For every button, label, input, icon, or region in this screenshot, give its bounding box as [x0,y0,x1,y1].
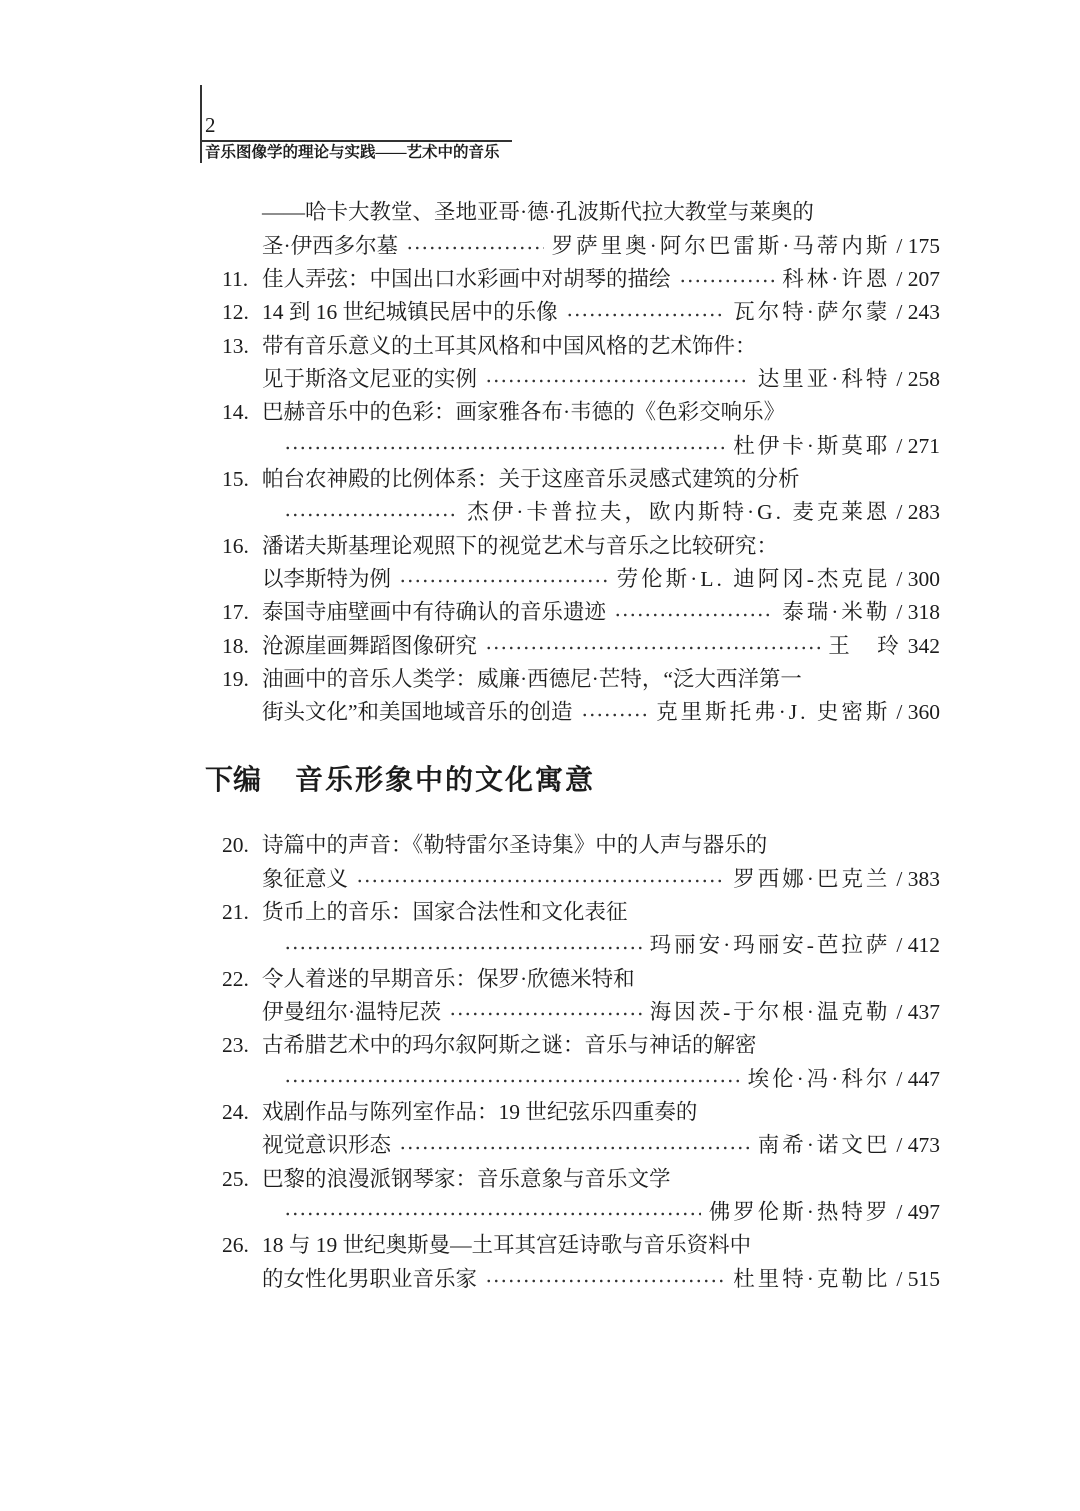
dot-leader [485,630,820,663]
entry-author: 埃伦·冯·科尔 [747,1066,891,1091]
toc-line [222,563,940,596]
toc-line [222,996,940,1029]
entry-title: 以李斯特为例 [262,567,392,592]
dot-leader [581,697,649,730]
entry-number: 13. [222,333,249,358]
entry-title: 佳人弄弦：中国出口水彩画中对胡琴的描绘 [262,266,671,291]
toc-line [222,696,940,729]
toc-lower [222,829,940,1296]
dot-leader [284,930,642,963]
entry-number: 22. [222,966,249,991]
entry-page: / 300 [896,567,940,592]
toc-line [222,530,940,563]
page-number: 2 [205,113,216,137]
entry-author: 王 玲 [828,633,902,658]
entry-title: 街头文化”和美国地域音乐的创造 [262,700,573,725]
dot-leader [284,497,459,530]
toc-line [222,863,940,896]
toc-line [222,1263,940,1296]
toc-line [222,296,940,329]
section-title: 音乐形象中的文化寓意 [295,765,596,796]
entry-title: 诗篇中的声音：《勒特雷尔圣诗集》中的人声与器乐的 [262,833,768,858]
section-heading [205,764,595,798]
entry-author: 罗萨里奥·阿尔巴雷斯·马蒂内斯 [551,233,891,258]
dot-leader [614,597,774,630]
entry-title: 带有音乐意义的土耳其风格和中国风格的艺术饰件： [262,333,757,358]
entry-number: 20. [222,833,249,858]
dot-leader [399,1130,750,1163]
toc-line [222,1163,940,1196]
entry-page: / 412 [896,933,940,958]
entry-title: 见于斯洛文尼亚的实例 [262,367,478,392]
dot-leader [449,996,641,1029]
dot-leader [406,230,543,263]
entry-title: 象征意义 [262,866,349,891]
toc-line [222,963,940,996]
entry-author: 杜伊卡·斯莫耶 [733,433,891,458]
toc-line [222,363,940,396]
entry-title: 巴赫音乐中的色彩：画家雅各布·韦德的《色彩交响乐》 [262,400,786,425]
entry-title: 古希腊艺术中的玛尔叙阿斯之谜：音乐与神话的解密 [262,1033,757,1058]
dot-leader [284,430,725,463]
toc-line [222,1196,940,1229]
entry-number: 19. [222,667,249,692]
entry-author: 杰伊·卡普拉夫，欧内斯特·G. 麦克莱恩 [467,500,891,525]
dot-leader [284,1063,740,1096]
entry-page: / 175 [896,233,940,258]
toc-line [222,1063,940,1096]
entry-title: 巴黎的浪漫派钢琴家：音乐意象与音乐文学 [262,1166,671,1191]
entry-title: 沧源崖画舞蹈图像研究 [262,633,478,658]
dot-leader [399,563,609,596]
dot-leader [356,863,725,896]
entry-title: 潘诺夫斯基理论观照下的视觉艺术与音乐之比较研究： [262,533,779,558]
toc-line [222,196,940,229]
toc-line [222,230,940,263]
entry-title: 视觉意识形态 [262,1133,392,1158]
entry-title: 伊曼纽尔·温特尼茨 [262,1000,442,1025]
toc-line [222,630,940,663]
entry-author: 泰瑞·米勒 [782,600,891,625]
toc-line [222,1029,940,1062]
dot-leader [485,363,750,396]
entry-author: 达里亚·科特 [757,367,891,392]
entry-title: 油画中的音乐人类学：威廉·西德尼·芒特，“泛大西洋第一 [262,667,802,692]
entry-page: / 437 [896,1000,940,1025]
entry-author: 杜里特·克勒比 [733,1266,891,1291]
entry-page: / 447 [896,1066,940,1091]
entry-title: 泰国寺庙壁画中有待确认的音乐遗迹 [262,600,607,625]
entry-author: 瓦尔特·萨尔蒙 [733,300,891,325]
toc-line [222,896,940,929]
toc-line [222,1129,940,1162]
entry-page: / 258 [896,367,940,392]
entry-page: / 283 [896,500,940,525]
entry-title: 帕台农神殿的比例体系：关于这座音乐灵感式建筑的分析 [262,467,800,492]
toc-line [222,263,940,296]
dot-leader [284,1196,701,1229]
entry-page: / 271 [896,433,940,458]
entry-page: / 207 [896,266,940,291]
entry-author: 劳伦斯·L. 迪阿冈-杰克昆 [616,567,891,592]
toc-line [222,1096,940,1129]
entry-author: 罗西娜·巴克兰 [733,866,891,891]
toc-line [222,463,940,496]
entry-title: 18 与 19 世纪奥斯曼—土耳其宫廷诗歌与音乐资料中 [262,1233,752,1258]
entry-page: 342 [907,633,940,658]
entry-title: ——哈卡大教堂、圣地亚哥·德·孔波斯代拉大教堂与莱奥的 [262,200,814,225]
entry-number: 25. [222,1166,249,1191]
dot-leader [679,263,775,296]
entry-author: 海因茨-于尔根·温克勒 [649,1000,891,1025]
entry-title: 货币上的音乐：国家合法性和文化表征 [262,899,628,924]
entry-author: 科林·许恩 [782,266,891,291]
entry-title: 的女性化男职业音乐家 [262,1266,478,1291]
toc-line [222,1229,940,1262]
toc-line [222,929,940,962]
header-horizontal-rule [200,140,512,142]
entry-number: 18. [222,633,249,658]
toc-line [222,396,940,429]
dot-leader [566,297,726,330]
entry-page: / 360 [896,700,940,725]
entry-page: / 383 [896,866,940,891]
entry-number: 15. [222,467,249,492]
entry-author: 南希·诺文巴 [757,1133,891,1158]
entry-number: 11. [222,266,249,291]
entry-title: 令人着迷的早期音乐：保罗·欣德米特和 [262,966,635,991]
entry-author: 佛罗伦斯·热特罗 [708,1200,891,1225]
entry-title: 戏剧作品与陈列室作品：19 世纪弦乐四重奏的 [262,1100,698,1125]
entry-author: 克里斯托弗·J. 史密斯 [656,700,891,725]
toc-line [222,829,940,862]
entry-page: / 318 [896,600,940,625]
toc-upper [222,196,940,730]
toc-line [222,330,940,363]
entry-number: 21. [222,899,249,924]
entry-number: 23. [222,1033,249,1058]
toc-line [222,663,940,696]
entry-number: 26. [222,1233,249,1258]
toc-line [222,596,940,629]
entry-number: 12. [222,300,249,325]
entry-title: 圣·伊西多尔墓 [262,233,399,258]
entry-number: 14. [222,400,249,425]
toc-line [222,496,940,529]
entry-author: 玛丽安·玛丽安-芭拉萨 [649,933,891,958]
entry-page: / 497 [896,1200,940,1225]
toc-line [222,430,940,463]
entry-page: / 473 [896,1133,940,1158]
entry-number: 16. [222,533,249,558]
section-part-label: 下编 [205,765,262,796]
dot-leader [485,1263,725,1296]
running-title: 音乐图像学的理论与实践——艺术中的音乐 [205,144,500,161]
entry-page: / 243 [896,300,940,325]
header-vertical-rule [200,85,202,163]
entry-page: / 515 [896,1266,940,1291]
entry-title: 14 到 16 世纪城镇民居中的乐像 [262,300,558,325]
entry-number: 17. [222,600,249,625]
entry-number: 24. [222,1100,249,1125]
